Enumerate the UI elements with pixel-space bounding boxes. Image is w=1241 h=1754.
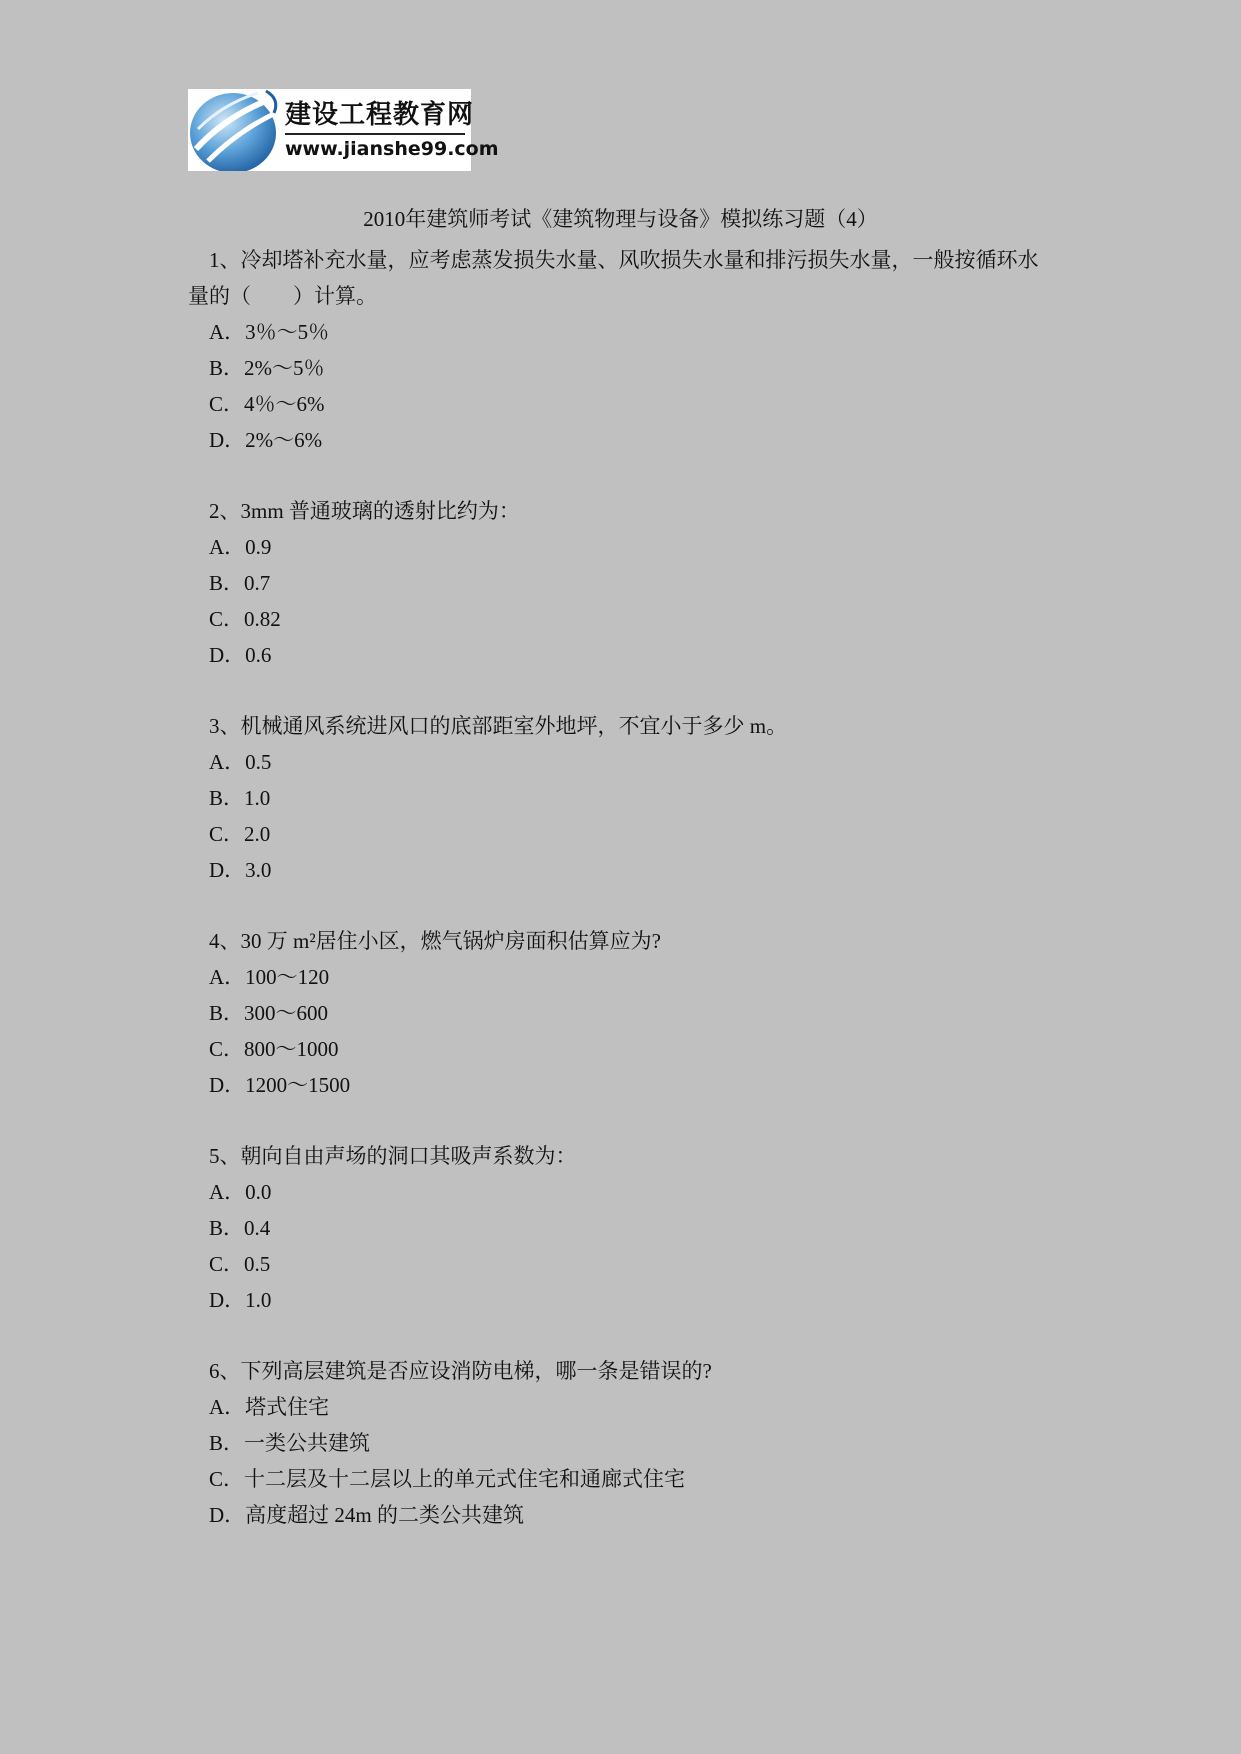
spacer [188, 1318, 1058, 1353]
option-d: D．1.0 [209, 1288, 272, 1312]
spacer [188, 673, 1058, 708]
option-d: D．3.0 [209, 858, 272, 882]
option-d: D．2%～6% [209, 428, 323, 452]
option-b: B．300～600 [209, 1001, 329, 1025]
question-text: 2、3mm 普通玻璃的透射比约为： [209, 499, 520, 523]
option-b: B．0.4 [209, 1216, 271, 1240]
logo-title: 建设工程教育网 [285, 100, 475, 130]
option-a: A．0.0 [209, 1180, 272, 1204]
page-title: 2010年建筑师考试《建筑物理与设备》模拟练习题（4） [363, 207, 878, 231]
logo-divider [285, 133, 465, 135]
option-c: C．十二层及十二层以上的单元式住宅和通廊式住宅 [209, 1467, 686, 1491]
option-a: A．3％～5％ [209, 320, 330, 344]
option-a: A．0.5 [209, 750, 272, 774]
site-logo [188, 89, 499, 171]
option-d: D．0.6 [209, 643, 272, 667]
question-4 [188, 923, 1058, 1103]
option-c: C．4％～6% [209, 392, 325, 416]
option-a: A．塔式住宅 [209, 1395, 330, 1419]
question-text: 6、下列高层建筑是否应设消防电梯，哪一条是错误的? [209, 1359, 712, 1383]
question-6 [188, 1353, 1058, 1533]
option-c: C．0.5 [209, 1252, 271, 1276]
spacer [188, 458, 1058, 493]
option-a: A．0.9 [209, 535, 272, 559]
globe-logo-icon [188, 89, 283, 171]
question-1 [188, 242, 1058, 458]
question-list [188, 242, 1058, 1533]
option-d: D．1200～1500 [209, 1073, 351, 1097]
question-text: 3、机械通风系统进风口的底部距室外地坪，不宜小于多少 m。 [209, 714, 788, 738]
option-c: C．0.82 [209, 607, 281, 631]
option-c: C．800～1000 [209, 1037, 339, 1061]
logo-url: www.jianshe99.com [285, 138, 499, 160]
option-b: B．2%～5％ [209, 356, 325, 380]
question-text: 4、30 万 m²居住小区，燃气锅炉房面积估算应为? [209, 929, 661, 953]
spacer [188, 888, 1058, 923]
option-b: B．1.0 [209, 786, 271, 810]
option-b: B．0.7 [209, 571, 271, 595]
option-a: A．100～120 [209, 965, 330, 989]
question-3 [188, 708, 1058, 888]
option-b: B．一类公共建筑 [209, 1431, 371, 1455]
question-2 [188, 493, 1058, 673]
question-text: 1、冷却塔补充水量，应考虑蒸发损失水量、风吹损失水量和排污损失水量，一般按循环水量的（ ）计算。 [188, 248, 1039, 308]
question-5 [188, 1138, 1058, 1318]
option-d: D．高度超过 24m 的二类公共建筑 [209, 1503, 524, 1527]
question-text: 5、朝向自由声场的洞口其吸声系数为： [209, 1144, 577, 1168]
option-c: C．2.0 [209, 822, 271, 846]
spacer [188, 1103, 1058, 1138]
